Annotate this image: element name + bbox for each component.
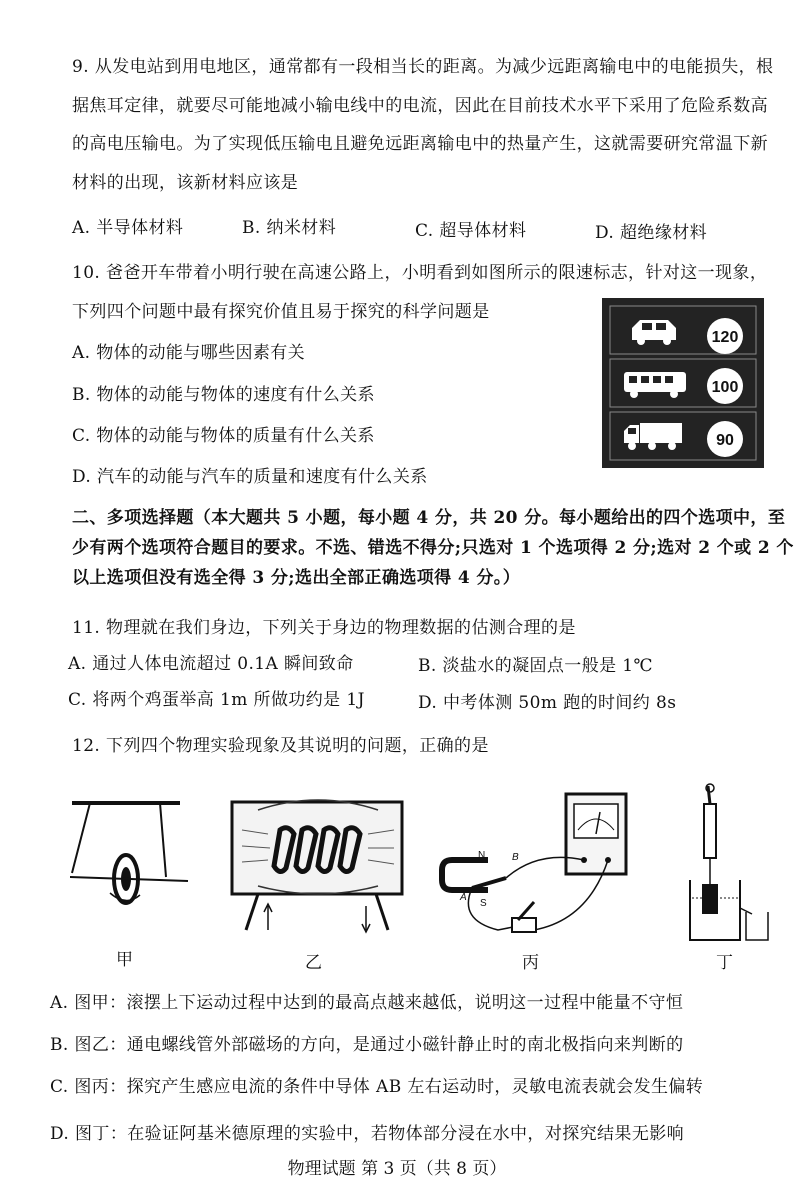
svg-text:90: 90 xyxy=(716,432,734,449)
q11-option-a: A. 通过人体电流超过 0.1A 瞬间致命 xyxy=(68,654,354,674)
q10-line-2: 下列四个问题中最有探究价值且易于探究的科学问题是 xyxy=(72,302,490,322)
q9-line-2: 据焦耳定律，就要尽可能地减小输电线中的电流，因此在目前技术水平下采用了危险系数高 xyxy=(72,96,768,116)
q11-option-c: C. 将两个鸡蛋举高 1m 所做功约是 1J xyxy=(68,690,365,710)
q12-option-c: C. 图丙：探究产生感应电流的条件中导体 AB 左右运动时，灵敏电流表就会发生偏转 xyxy=(50,1077,704,1097)
q12-stem: 12. 下列四个物理实验现象及其说明的问题，正确的是 xyxy=(72,736,489,756)
q10-option-d: D. 汽车的动能与汽车的质量和速度有什么关系 xyxy=(72,467,428,487)
caption-bing: 丙 xyxy=(522,953,539,973)
q12-option-a: A. 图甲：滚摆上下运动过程中达到的最高点越来越低，说明这一过程中能量不守恒 xyxy=(50,993,684,1013)
q9-line-3: 的高电压输电。为了实现低压输电且避免远距离输电中的热量产生，这就需要研究常温下新 xyxy=(72,134,768,154)
caption-yi: 乙 xyxy=(305,953,322,973)
caption-ding: 丁 xyxy=(716,953,733,973)
q9-option-c: C. 超导体材料 xyxy=(415,221,527,241)
q9-line-4: 材料的出现，该新材料应该是 xyxy=(72,173,299,193)
speed-limit-120 xyxy=(707,318,743,354)
q9-line-1: 9. 从发电站到用电地区，通常都有一段相当长的距离。为减少远距离输电中的电能损失，根 xyxy=(72,57,774,77)
speed-limit-sign xyxy=(602,298,764,468)
q12-option-b: B. 图乙：通电螺线管外部磁场的方向，是通过小磁针静止时的南北极指向来判断的 xyxy=(50,1035,684,1055)
q11-option-b: B. 淡盐水的凝固点一般是 1℃ xyxy=(418,656,653,676)
figure-yi-solenoid xyxy=(228,790,408,940)
q11-stem: 11. 物理就在我们身边，下列关于身边的物理数据的估测合理的是 xyxy=(72,618,576,638)
caption-jia: 甲 xyxy=(116,950,133,970)
q9-option-b: B. 纳米材料 xyxy=(242,218,337,238)
figure-bing-induction xyxy=(438,790,638,940)
q10-option-c: C. 物体的动能与物体的质量有什么关系 xyxy=(72,426,375,446)
truck-icon xyxy=(624,423,682,450)
svg-text:100: 100 xyxy=(711,379,739,396)
q12-option-d: D. 图丁：在验证阿基米德原理的实验中，若物体部分浸在水中，对探究结果无影响 xyxy=(50,1124,685,1144)
section2-line-1: 二、多项选择题（本大题共 5 小题，每小题 4 分，共 20 分。每小题给出的四个选项中，至 xyxy=(72,508,786,528)
section2-line-2: 少有两个选项符合题目的要求。不选、错选不得分;只选对 1 个选项得 2 分;选对 2 个或 2 个 xyxy=(72,538,794,558)
q10-line-1: 10. 爸爸开车带着小明行驶在高速公路上，小明看到如图所示的限速标志，针对这一现象， xyxy=(72,263,768,283)
q11-option-d: D. 中考体测 50m 跑的时间约 8s xyxy=(418,693,677,713)
section2-line-3: 以上选项但没有选全得 3 分;选出全部正确选项得 4 分。） xyxy=(72,568,521,588)
label-a: A xyxy=(460,892,467,903)
label-s: S xyxy=(480,898,487,909)
q9-option-a: A. 半导体材料 xyxy=(72,218,184,238)
figure-ding-archimedes xyxy=(680,780,780,950)
label-n: N xyxy=(478,850,486,861)
q10-option-b: B. 物体的动能与物体的速度有什么关系 xyxy=(72,385,375,405)
speed-limit-100 xyxy=(707,368,743,404)
figure-jia-maxwell-wheel xyxy=(70,795,200,935)
speed-limit-90 xyxy=(707,421,743,457)
q9-option-d: D. 超绝缘材料 xyxy=(595,223,708,243)
label-b: B xyxy=(512,852,519,863)
q10-option-a: A. 物体的动能与哪些因素有关 xyxy=(72,343,306,363)
page-footer: 物理试题 第 3 页（共 8 页） xyxy=(287,1159,507,1179)
svg-text:120: 120 xyxy=(711,329,739,346)
